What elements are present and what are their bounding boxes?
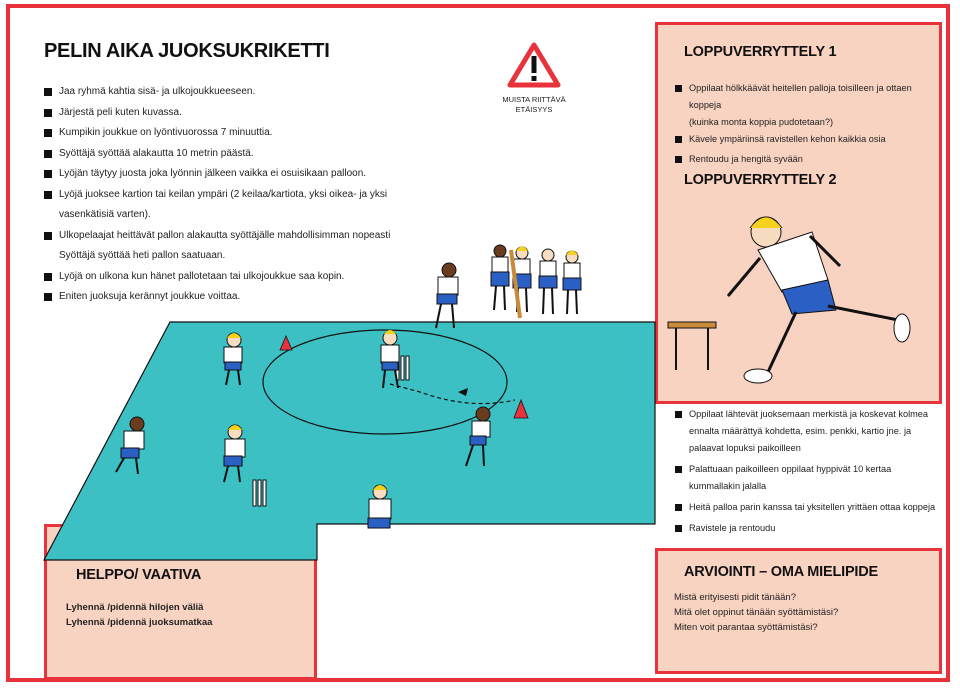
warning-text: MUISTA RIITTÄVÄ xyxy=(502,95,566,104)
evaluation-title: ARVIOINTI – OMA MIELIPIDE xyxy=(684,564,878,580)
list-item: Rentoudu ja hengitä syvään xyxy=(675,151,937,168)
list-item: Lyöjä on ulkona kun hänet pallotetaan tai ulkojoukkue saa kopin. xyxy=(44,267,424,288)
list-item: Miten voit parantaa syöttämistäsi? xyxy=(674,622,818,633)
cooldown2-title: LOPPUVERRYTTELY 2 xyxy=(684,172,837,188)
cooldown2-list xyxy=(675,406,955,537)
cooldown1-list xyxy=(675,80,937,168)
waiting-batters xyxy=(491,245,581,318)
list-item: Ulkopelaajat heittävät pallon alakautta syöttäjälle mahdollisimman nopeasti Syöttäjä syöttää heti pallon saatuaan. xyxy=(44,226,424,267)
list-item: Lyöjän täytyy juosta joka lyönnin jälkeen vaikka ei osuisikaan palloon. xyxy=(44,164,424,185)
list-item: Jaa ryhmä kahtia sisä- ja ulkojoukkueeseen. xyxy=(44,82,424,103)
fielder-figure xyxy=(436,263,458,328)
list-item-continuation: palaavat lopuksi paikoilleen xyxy=(689,443,801,453)
list-item-continuation: kummallakin jalalla xyxy=(689,481,767,491)
cooldown1-title: LOPPUVERRYTTELY 1 xyxy=(684,44,837,60)
list-item: Oppilaat hölkkäävät heitellen palloja toisilleen ja ottaen xyxy=(675,80,937,97)
list-item: Lyöjä juoksee kartion tai keilan ympäri (2 keilaa/kartiota, yksi oikea- ja yksi vasenkätisiä varten). xyxy=(44,185,424,226)
easy-hard-title: HELPPO/ VAATIVA xyxy=(76,567,202,583)
list-item: Ravistele ja rentoudu xyxy=(675,520,955,537)
list-item: Oppilaat lähtevät juoksemaan merkistä ja koskevat kolmea xyxy=(675,406,955,423)
list-item-continuation: ennalta määrättyä kohdetta, esim. penkki, kartio jne. ja xyxy=(689,426,912,436)
list-item: Heitä palloa parin kanssa tai yksitellen yrittäen ottaa koppeja xyxy=(675,499,955,516)
list-item-continuation: koppeja xyxy=(689,100,722,110)
easy-hard-list xyxy=(66,600,212,630)
list-item: Kävele ympäriinsä ravistellen kehon kaikkia osia xyxy=(675,131,937,148)
list-item: Lyhennä /pidennä hilojen väliä xyxy=(66,602,204,613)
list-item: Mistä erityisesti pidit tänään? xyxy=(674,592,796,603)
list-item: Mitä olet oppinut tänään syöttämistäsi? xyxy=(674,607,839,618)
list-item: Syöttäjä syöttää alakautta 10 metrin päästä. xyxy=(44,144,424,165)
list-item: Lyhennä /pidennä juoksumatkaa xyxy=(66,617,213,628)
list-item: Palattuaan paikoilleen oppilaat hyppivät 10 kertaa xyxy=(675,461,955,478)
jumping-kid-figure xyxy=(668,217,910,383)
warning-sign xyxy=(498,42,570,115)
list-item: Eniten juoksuja kerännyt joukkue voittaa. xyxy=(44,287,424,308)
list-item: Kumpikin joukkue on lyöntivuorossa 7 minuuttia. xyxy=(44,123,424,144)
evaluation-questions xyxy=(674,590,838,635)
list-item: Järjestä peli kuten kuvassa. xyxy=(44,103,424,124)
rules-list xyxy=(44,82,424,308)
warning-triangle-icon xyxy=(507,42,561,88)
list-item-continuation: (kuinka monta koppia pudotetaan?) xyxy=(689,117,834,127)
warning-text: ETÄISYYS xyxy=(515,105,553,114)
page-title: PELIN AIKA JUOKSUKRIKETTI xyxy=(44,40,330,62)
